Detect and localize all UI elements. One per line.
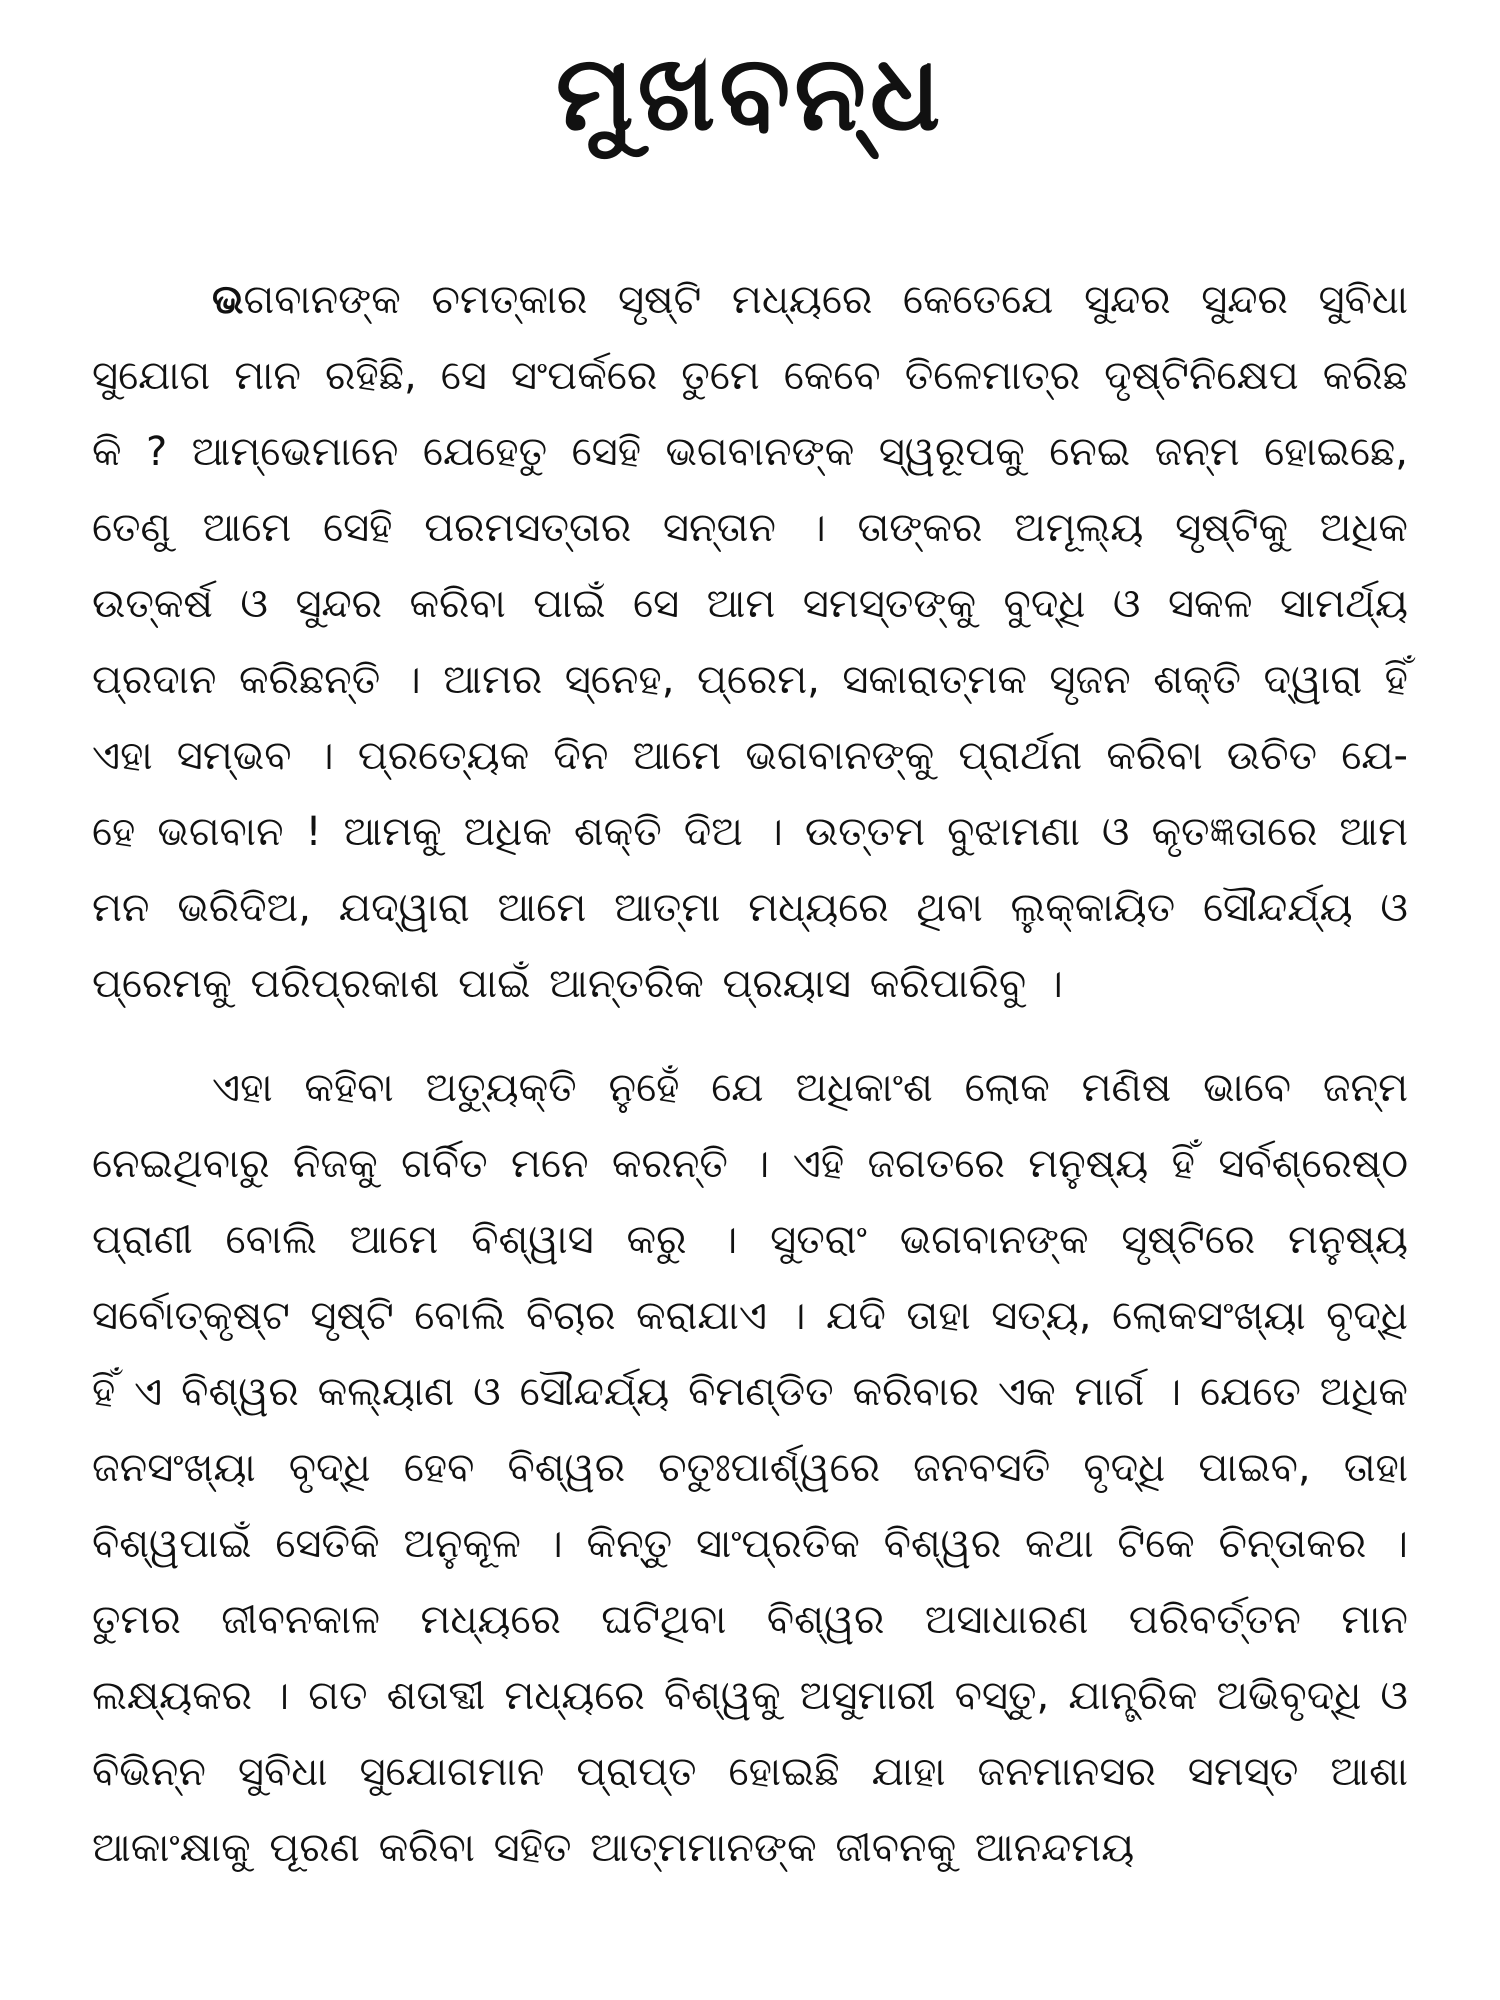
paragraph-2	[92, 1050, 1408, 1886]
paragraph-2-text: ଏହା କହିବା ଅତ୍ୟୁକ୍ତି ନୁହେଁ ଯେ ଅଧିକାଂଶ ଲୋକ ମଣିଷ ଭାବେ ଜନ୍ମ ନେଇଥିବାରୁ ନିଜକୁ ଗର୍ବିତ ମନେ କରନ୍ତି । ଏହି ଜଗତରେ ମନୁଷ୍ୟ ହିଁ ସର୍ବଶ୍ରେଷ୍ଠ ପ୍ରାଣୀ ବୋଲି ଆମେ ବିଶ୍ୱାସ କରୁ । ସୁତରାଂ ଭଗବାନଙ୍କ ସୃଷ୍ଟିରେ ମନୁଷ୍ୟ ସର୍ବୋତ୍କୃଷ୍ଟ ସୃଷ୍ଟି ବୋଲି ବିଚାର କରାଯାଏ । ଯଦି ତାହା ସତ୍ୟ, ଲୋକସଂଖ୍ୟା ବୃଦ୍ଧି ହିଁ ଏ ବିଶ୍ୱର କଲ୍ୟାଣ ଓ ସୌନ୍ଦର୍ଯ୍ୟ ବିମଣ୍ଡିତ କରିବାର ଏକ ମାର୍ଗ । ଯେତେ ଅଧିକ ଜନସଂଖ୍ୟା ବୃଦ୍ଧି ହେବ ବିଶ୍ୱର ଚତୁଃପାର୍ଶ୍ୱରେ ଜନବସତି ବୃଦ୍ଧି ପାଇବ, ତାହା ବିଶ୍ୱପାଇଁ ସେତିକି ଅନୁକୂଳ । କିନ୍ତୁ ସାଂପ୍ରତିକ ବିଶ୍ୱର କଥା ଟିକେ ଚିନ୍ତାକର । ତୁମର ଜୀବନକାଳ ମଧ୍ୟରେ ଘଟିଥିବା ବିଶ୍ୱର ଅସାଧାରଣ ପରିବର୍ତ୍ତନ ମାନ ଲକ୍ଷ୍ୟକର । ଗତ ଶତାବ୍ଦୀ ମଧ୍ୟରେ ବିଶ୍ୱକୁ ଅସୁମାରୀ ବସ୍ତୁ, ଯାନ୍ତ୍ରିକ ଅଭିବୃଦ୍ଧି ଓ ବିଭିନ୍ନ ସୁବିଧା ସୁଯୋଗମାନ ପ୍ରାପ୍ତ ହୋଇଛି ଯାହା ଜନମାନସର ସମସ୍ତ ଆଶା ଆକାଂକ୍ଷାକୁ ପୂରଣ କରିବା ସହିତ ଆତ୍ମମାନଙ୍କ ଜୀବନକୁ ଆନନ୍ଦମୟ	[92, 1065, 1408, 1871]
paragraph-1-initial: ଭ	[212, 277, 244, 323]
body-text	[92, 262, 1408, 1886]
paragraph-1	[92, 262, 1408, 1022]
paragraph-1-text: ଗବାନଙ୍କ ଚମତ୍କାର ସୃଷ୍ଟି ମଧ୍ୟରେ କେତେଯେ ସୁନ୍ଦର ସୁନ୍ଦର ସୁବିଧା ସୁଯୋଗ ମାନ ରହିଛି, ସେ ସଂପର୍କରେ ତୁମେ କେବେ ତିଳେମାତ୍ର ଦୃଷ୍ଟିନିକ୍ଷେପ କରିଛ କି ? ଆମ୍ଭେମାନେ ଯେହେତୁ ସେହି ଭଗବାନଙ୍କ ସ୍ୱରୂପକୁ ନେଇ ଜନ୍ମ ହୋଇଛେ, ତେଣୁ ଆମେ ସେହି ପରମସତ୍ତାର ସନ୍ତାନ । ତାଙ୍କର ଅମୂଲ୍ୟ ସୃଷ୍ଟିକୁ ଅଧିକ ଉତ୍କର୍ଷ ଓ ସୁନ୍ଦର କରିବା ପାଇଁ ସେ ଆମ ସମସ୍ତଙ୍କୁ ବୁଦ୍ଧି ଓ ସକଳ ସାମର୍ଥ୍ୟ ପ୍ରଦାନ କରିଛନ୍ତି । ଆମର ସ୍ନେହ, ପ୍ରେମ, ସକାରାତ୍ମକ ସୃଜନ ଶକ୍ତି ଦ୍ୱାରା ହିଁ ଏହା ସମ୍ଭବ । ପ୍ରତ୍ୟେକ ଦିନ ଆମେ ଭଗବାନଙ୍କୁ ପ୍ରାର୍ଥନା କରିବା ଉଚିତ ଯେ- ହେ ଭଗବାନ ! ଆମକୁ ଅଧିକ ଶକ୍ତି ଦିଅ । ଉତ୍ତମ ବୁଝାମଣା ଓ କୃତଜ୍ଞତାରେ ଆମ ମନ ଭରିଦିଅ, ଯଦ୍ୱାରା ଆମେ ଆତ୍ମା ମଧ୍ୟରେ ଥିବା ଲୁକ୍କାୟିତ ସୌନ୍ଦର୍ଯ୍ୟ ଓ ପ୍ରେମକୁ ପରିପ୍ରକାଶ ପାଇଁ ଆନ୍ତରିକ ପ୍ରୟାସ କରିପାରିବୁ ।	[92, 277, 1408, 1007]
page-title: ମୁଖବନ୍ଧ	[555, 32, 945, 154]
